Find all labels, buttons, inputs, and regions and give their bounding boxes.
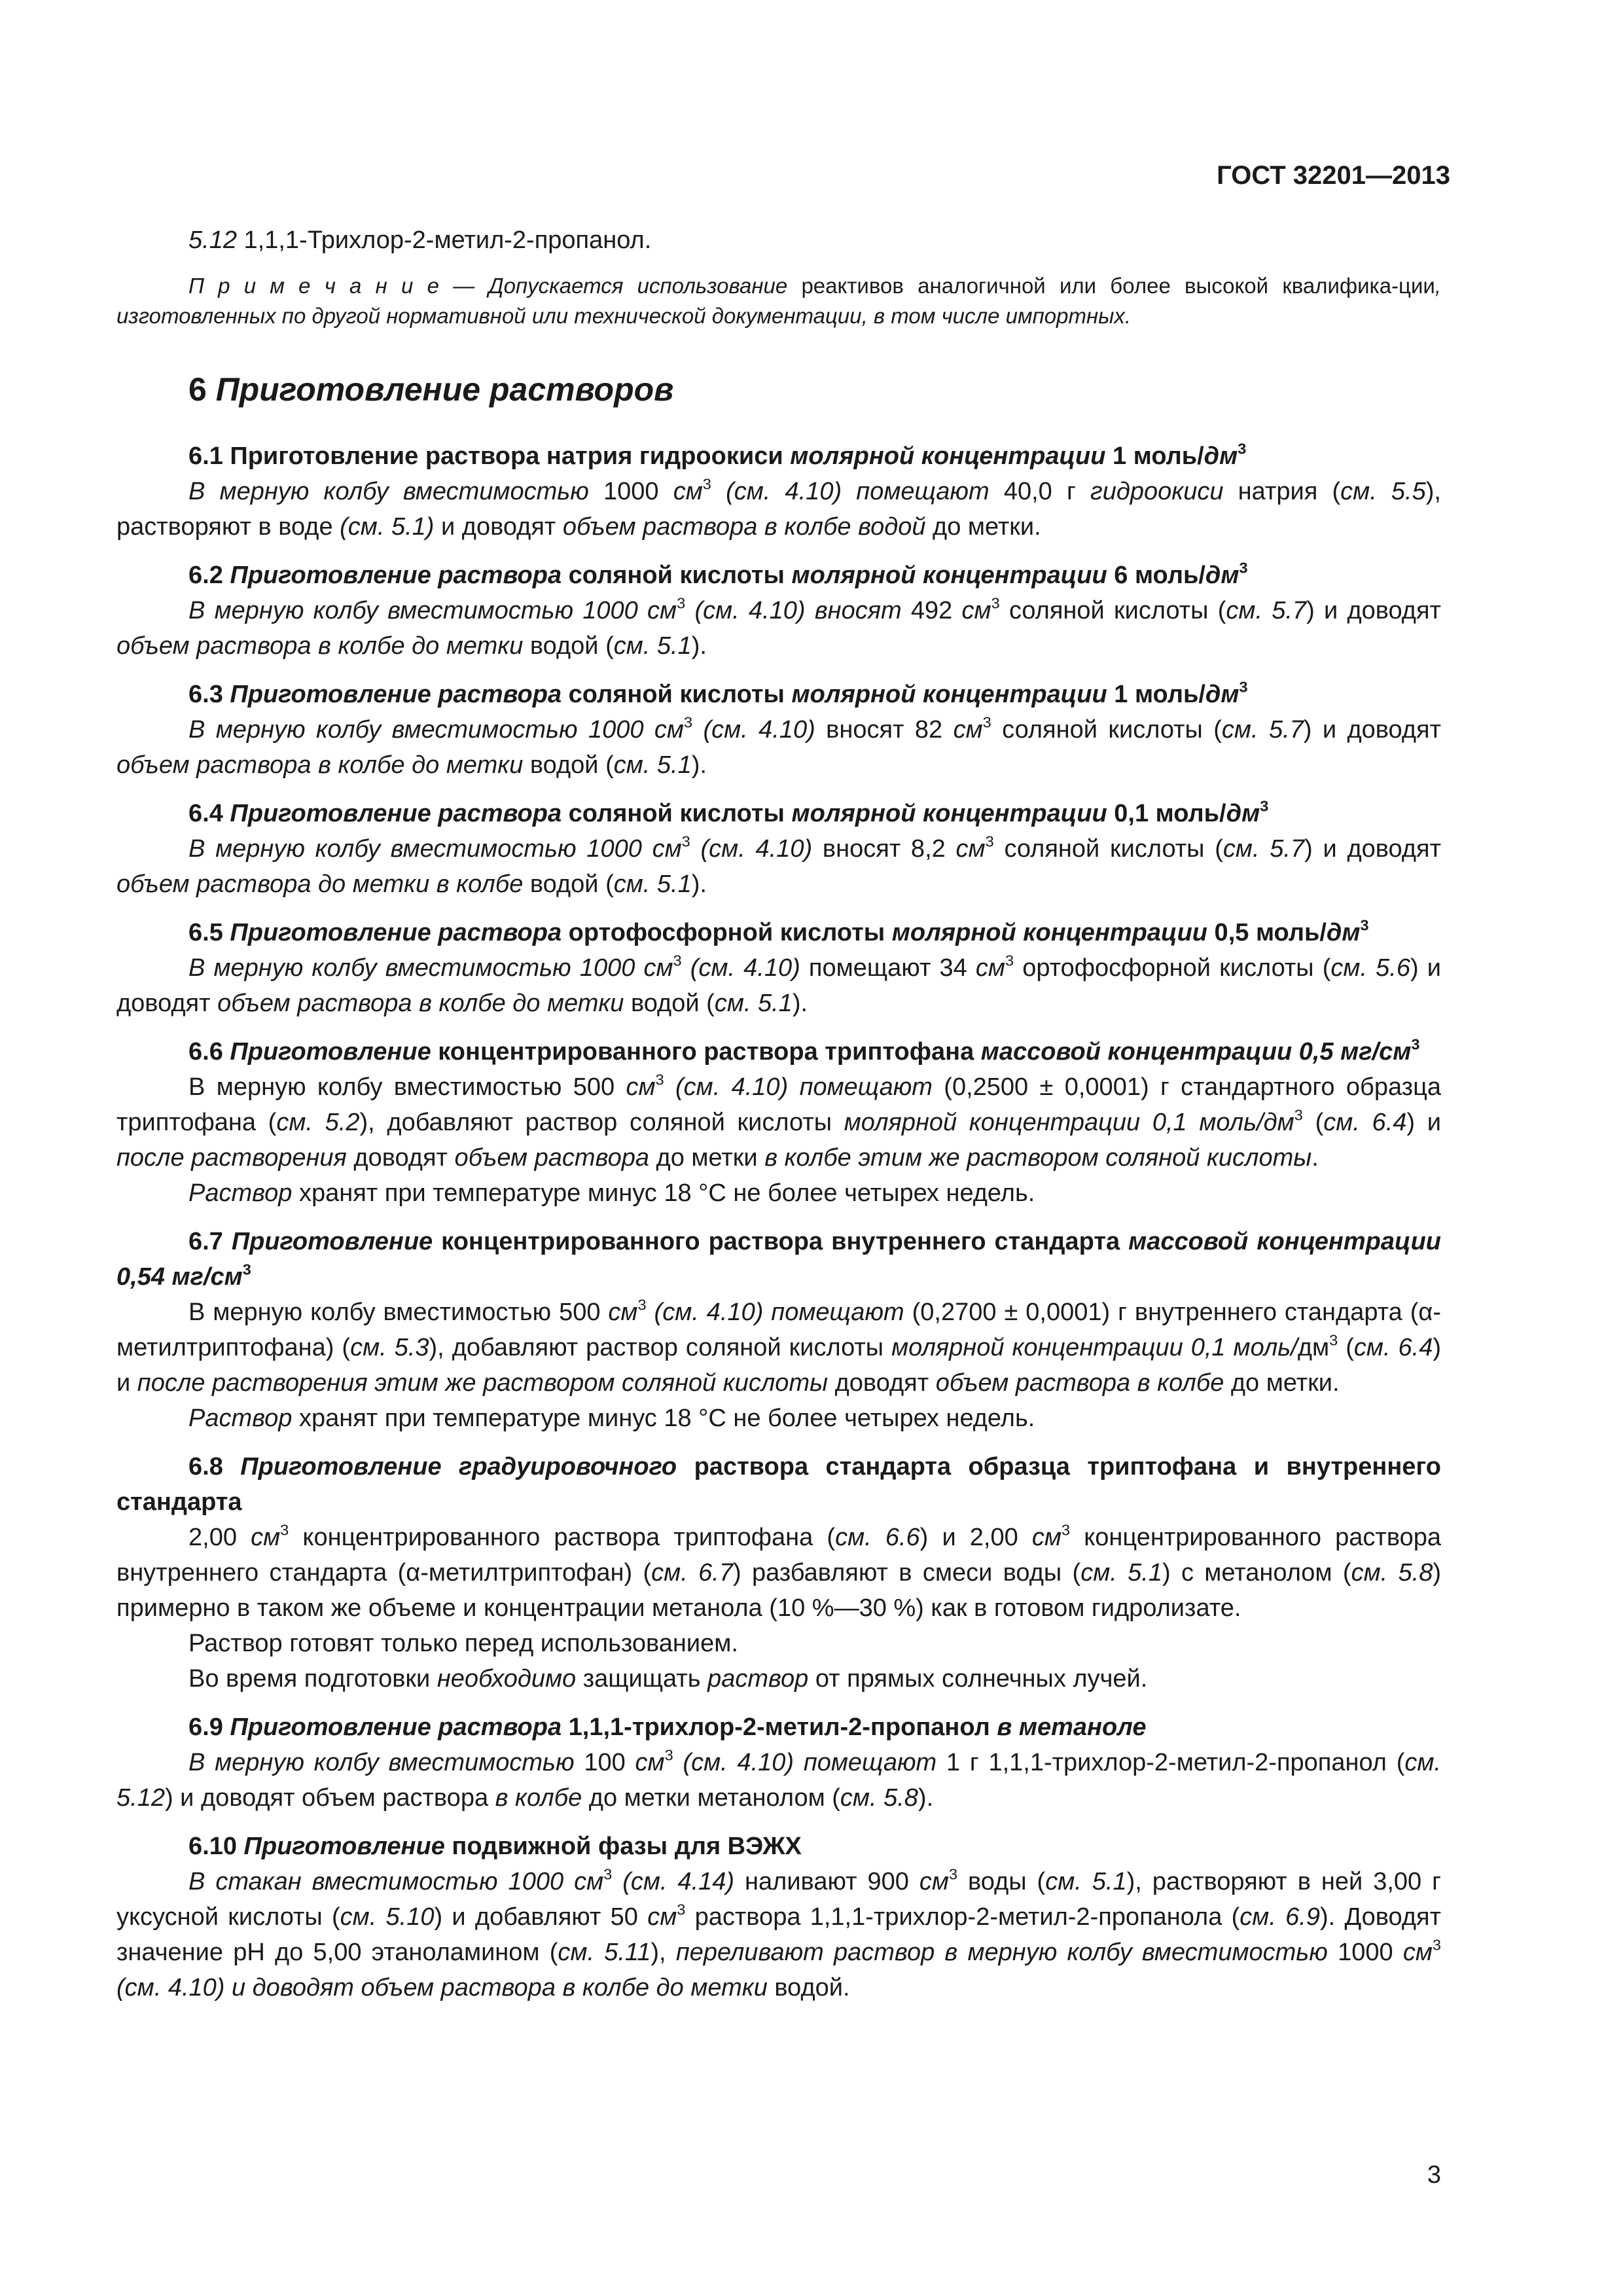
section-6-6-body: В мерную колбу вместимостью 500 $см^3$ (см. 4.10) помещают (0,2500 ± 0,0001) г стандартного образца триптофана (см. 5.2), добавляют раствор соляной кислоты молярной концентрации 0,1 моль/$дм^3$ (см. 6.4) и после растворения доводят объем раствора до метки в колбе этим же раствором соляной кислоты. xyxy=(116,1071,1441,1172)
section-6-9-body: В мерную колбу вместимостью 100 $см^3$ (см. 4.10) помещают 1 г 1,1,1-трихлор-2-метил-2-пропанол (см. 5.12) и доводят объем раствора в колбе до метки метанолом (см. 5.8). xyxy=(116,1746,1441,1812)
section-6-7-heading: 6.7 Приготовление концентрированного раствора внутреннего стандарта массовой концентрации 0,54 $мг/см^3$ xyxy=(116,1228,1441,1291)
section-6-10-body: В стакан вместимостью 1000 $см^3$ (см. 4.14) наливают 900 $см^3$ воды (см. 5.1), растворяют в ней 3,00 г уксусной кислоты (см. 5.10) и добавляют 50 $см^3$ раствора 1,1,1-трихлор-2-метил-2-пропанола (см. 6.9). Доводят значение pH до 5,00 этаноламином (см. 5.11), переливают раствор в мерную колбу вместимостью 1000 $см^3$ (см. 4.10) и доводят объем раствора в колбе до метки водой. xyxy=(116,1865,1442,2001)
section-6-9-heading: 6.9 Приготовление раствора 1,1,1-трихлор-2-метил-2-пропанол в метаноле xyxy=(188,1713,1147,1741)
section-6-6-storage: Раствор хранят при температуре минус 18 °C не более четырех недель. xyxy=(188,1179,1035,1207)
item-5-12: 5.12 1,1,1-Трихлор-2-метил-2-пропанол. xyxy=(188,226,652,254)
chapter-title: 6 Приготовление растворов xyxy=(188,371,674,408)
section-6-7-body: В мерную колбу вместимостью 500 $см^3$ (см. 4.10) помещают (0,2700 ± 0,0001) г внутреннего стандарта (α-метилтриптофана) (см. 5.3), добавляют раствор соляной кислоты молярной концентрации 0,1 моль/$дм^3$ (см. 6.4) и после растворения этим же раствором соляной кислоты доводят объем раствора в колбе до метки. xyxy=(116,1296,1441,1397)
page-number: 3 xyxy=(1427,2161,1441,2189)
section-6-3-body: В мерную колбу вместимостью 1000 $см^3$ (см. 4.10) вносят 82 $см^3$ соляной кислоты (см. 5.7) и доводят объем раствора в колбе до метки водой (см. 5.1). xyxy=(116,713,1441,779)
section-6-2-body: В мерную колбу вместимостью 1000 $см^3$ (см. 4.10) вносят 492 $см^3$ соляной кислоты (см. 5.7) и доводят объем раствора в колбе до метки водой (см. 5.1). xyxy=(116,594,1441,660)
section-6-1-body: В мерную колбу вместимостью 1000 $см^3$ (см. 4.10) помещают 40,0 г гидроокиси натрия (см. 5.5), растворяют в воде (см. 5.1) и доводят объем раствора в колбе водой до метки. xyxy=(116,475,1441,541)
section-6-3-heading: 6.3 Приготовление раствора соляной кислоты молярной концентрации 1 моль/$дм^3$ xyxy=(188,678,1248,708)
note: П р и м е ч а н и е — Допускается использование реактивов аналогичной или более высокой квалифика-ции, изготовленных по другой нормативной или технической документации, в том числе импортных. xyxy=(116,274,1441,328)
section-6-8-body: 2,00 $см^3$ концентрированного раствора триптофана (см. 6.6) и 2,00 $см^3$ концентрированного раствора внутреннего стандарта (α-метилтриптофан) (см. 6.7) разбавляют в смеси воды (см. 5.1) с метанолом (см. 5.8) примерно в таком же объеме и концентрации метанола (10 %—30 %) как в готовом гидролизате. xyxy=(116,1521,1441,1622)
section-6-8-heading: 6.8 Приготовление градуировочного раствора стандарта образца триптофана и внутреннего стандарта xyxy=(116,1453,1441,1516)
section-6-7-storage: Раствор хранят при температуре минус 18 °C не более четырех недель. xyxy=(188,1405,1035,1432)
section-6-4-body: В мерную колбу вместимостью 1000 $см^3$ (см. 4.10) вносят 8,2 $см^3$ соляной кислоты (см. 5.7) и доводят объем раствора до метки в колбе водой (см. 5.1). xyxy=(116,833,1441,898)
section-6-5-body: В мерную колбу вместимостью 1000 $см^3$ (см. 4.10) помещают 34 $см^3$ ортофосфорной кислоты (см. 5.6) и доводят объем раствора в колбе до метки водой (см. 5.1). xyxy=(116,952,1441,1017)
page-content xyxy=(116,223,1441,2005)
section-6-8-line-2: Раствор готовят только перед использованием. xyxy=(188,1630,738,1657)
section-6-8-line-3: Во время подготовки необходимо защищать раствор от прямых солнечных лучей. xyxy=(188,1665,1148,1693)
section-6-4-heading: 6.4 Приготовление раствора соляной кислоты молярной концентрации 0,1 моль/$дм^3$ xyxy=(188,797,1269,827)
section-6-5-heading: 6.5 Приготовление раствора ортофосфорной кислоты молярной концентрации 0,5 моль/$дм^3$ xyxy=(188,916,1369,946)
section-6-1-heading: 6.1 Приготовление раствора натрия гидроокиси молярной концентрации 1 моль/$дм^3$ xyxy=(188,440,1247,470)
section-6-10-heading: 6.10 Приготовление подвижной фазы для ВЭЖХ xyxy=(188,1833,802,1860)
standard-id: ГОСТ 32201—2013 xyxy=(1217,161,1450,190)
section-6-6-heading: 6.6 Приготовление концентрированного раствора триптофана массовой концентрации 0,5 $мг/см^3$ xyxy=(188,1035,1420,1066)
section-6-2-heading: 6.2 Приготовление раствора соляной кислоты молярной концентрации 6 моль/$дм^3$ xyxy=(188,559,1248,589)
